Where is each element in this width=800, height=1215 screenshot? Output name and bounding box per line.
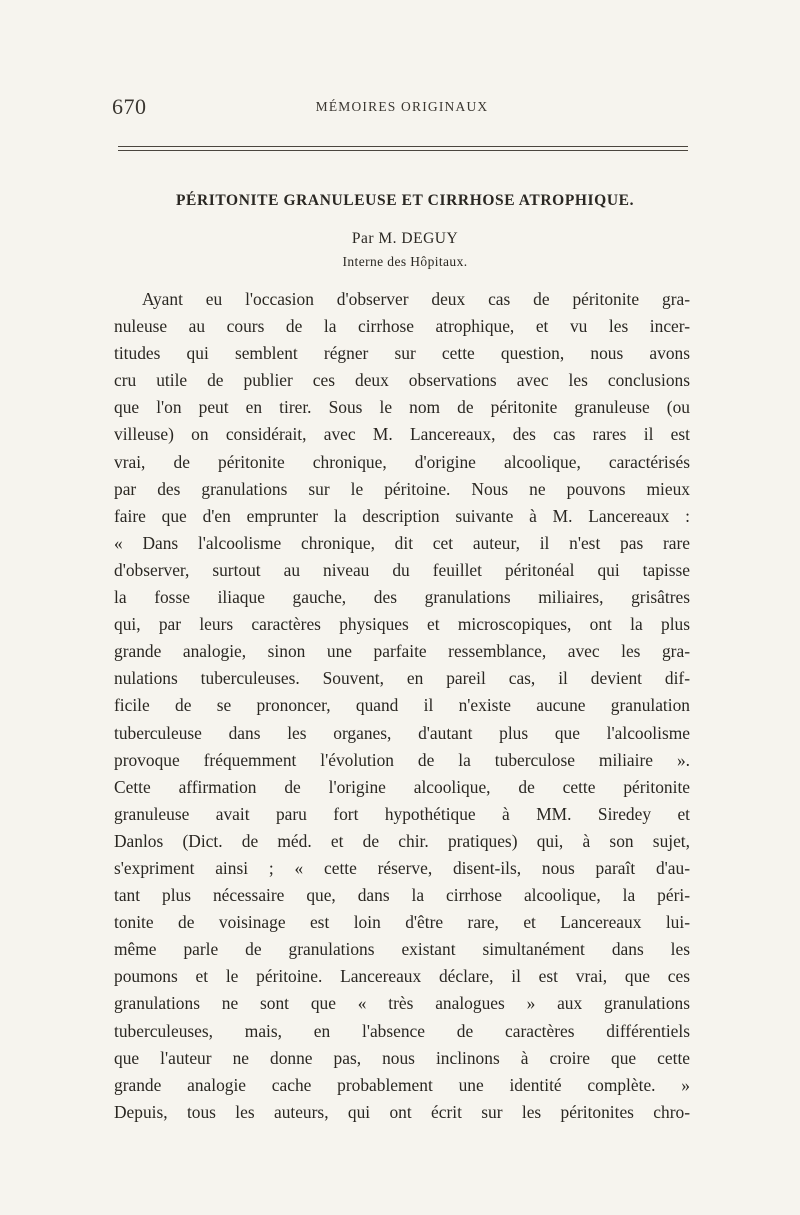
author-affiliation: Interne des Hôpitaux. <box>342 254 468 269</box>
text-line: Danlos (Dict. de méd. et de chir. pratiques) qui, à son sujet, <box>114 830 690 851</box>
running-head <box>112 94 692 124</box>
text-line: d'observer, surtout au niveau du feuillet péritonéal qui tapisse <box>114 559 690 580</box>
text-line: nuleuse au cours de la cirrhose atrophique, et vu les incer- <box>114 316 690 337</box>
text-line: faire que d'en emprunter la description suivante à M. Lancereaux : <box>114 505 690 526</box>
text-line: tonite de voisinage est loin d'être rare, et Lancereaux lui- <box>114 912 690 933</box>
text-line: provoque fréquemment l'évolution de la tuberculose miliaire ». <box>114 749 690 770</box>
text-line: s'expriment ainsi ; « cette réserve, disent-ils, nous paraît d'au- <box>114 857 690 878</box>
text-line: tuberculeuse dans les organes, d'autant plus que l'alcoolisme <box>114 722 690 743</box>
text-line: Ayant eu l'occasion d'observer deux cas de péritonite gra- <box>142 289 690 309</box>
text-line: « Dans l'alcoolisme chronique, dit cet auteur, il n'est pas rare <box>114 532 690 553</box>
text-line: même parle de granulations existant simultanément dans les <box>114 939 690 960</box>
text-line: vrai, de péritonite chronique, d'origine alcoolique, caractérisés <box>114 451 690 472</box>
text-line: cru utile de publier ces deux observations avec les conclusions <box>114 370 690 391</box>
text-line: ficile de se prononcer, quand il n'existe aucune granulation <box>114 695 690 716</box>
text-line: grande analogie cache probablement une identité complète. » <box>114 1074 690 1095</box>
text-line: grande analogie, sinon une parfaite ressemblance, avec les gra- <box>114 641 690 662</box>
journal-title: MÉMOIRES ORIGINAUX <box>315 99 489 114</box>
text-line: qui, par leurs caractères physiques et microscopiques, ont la plus <box>114 614 690 635</box>
article-title: PÉRITONITE GRANULEUSE ET CIRRHOSE ATROPHIQUE. <box>175 192 635 209</box>
text-line: titudes qui semblent régner sur cette question, nous avons <box>114 343 690 364</box>
text-line: granuleuse avait paru fort hypothétique à MM. Siredey et <box>114 803 690 824</box>
text-line: tuberculeuses, mais, en l'absence de caractères différentiels <box>114 1020 690 1041</box>
text-line: granulations ne sont que « très analogues » aux granulations <box>114 993 690 1014</box>
text-line: que l'on peut en tirer. Sous le nom de péritonite granuleuse (ou <box>114 397 690 418</box>
page-number: 670 <box>112 94 147 119</box>
text-line: villeuse) on considérait, avec M. Lancereaux, des cas rares il est <box>114 424 690 445</box>
text-line: Cette affirmation de l'origine alcoolique, de cette péritonite <box>114 776 690 797</box>
text-line: la fosse iliaque gauche, des granulations miliaires, grisâtres <box>114 587 690 608</box>
text-line: que l'auteur ne donne pas, nous inclinons à croire que cette <box>114 1047 690 1068</box>
text-line: poumons et le péritoine. Lancereaux déclare, il est vrai, que ces <box>114 966 690 987</box>
author-byline: Par M. DEGUY <box>351 230 459 247</box>
text-line: Depuis, tous les auteurs, qui ont écrit sur les péritonites chro- <box>114 1101 690 1122</box>
text-line: nulations tuberculeuses. Souvent, en pareil cas, il devient dif- <box>114 668 690 689</box>
body-text <box>114 286 690 1126</box>
text-line: tant plus nécessaire que, dans la cirrhose alcoolique, la péri- <box>114 885 690 906</box>
header-rule <box>118 146 688 151</box>
text-line: par des granulations sur le péritoine. Nous ne pouvons mieux <box>114 478 690 499</box>
